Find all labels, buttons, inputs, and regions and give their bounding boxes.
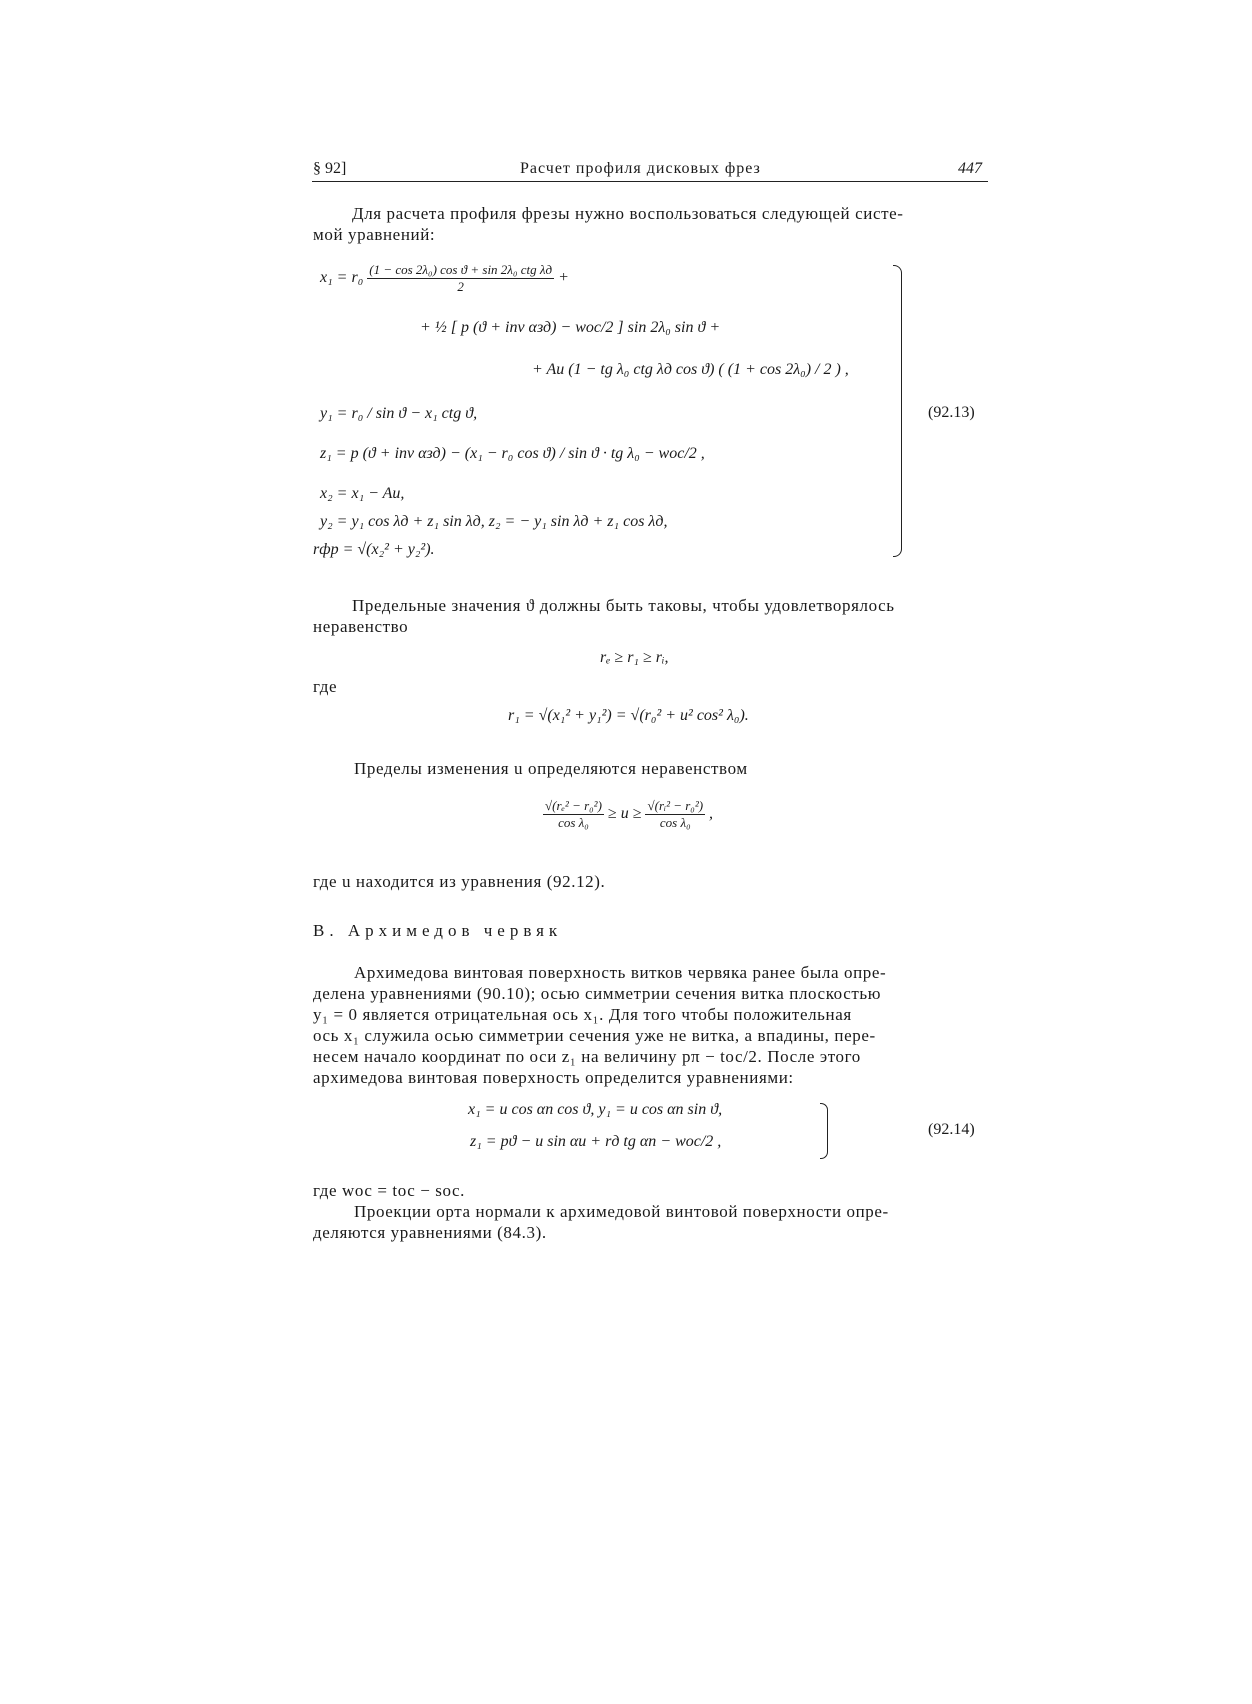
eq-number-92-13: (92.13) [928,404,975,421]
eq-x2: x₂ = x₁ − Aи, [320,485,405,502]
para5-line5: несем начало координат по оси z₁ на величину pπ − tос/2. После этого [313,1047,861,1066]
para5-line1: Архимедова винтовая поверхность витков червяка ранее была опре- [354,963,887,982]
eq-x1-lhs: x₁ = r₀ [320,269,364,287]
eq-y1: y₁ = r₀ / sin ϑ − x₁ ctg ϑ, [320,405,478,422]
eq-x1-numerator: (1 − cos 2λ₀) cos ϑ + sin 2λ₀ ctg λд [369,262,553,277]
eq-92-14-line2: z₁ = pϑ − u sin αи + rд tg αп − wос/2 , [470,1133,722,1150]
section-heading: В. Архимедов червяк [313,921,563,940]
eq-x1-denominator: 2 [457,279,464,294]
brace-lower [893,411,902,557]
para1-line1: Для расчета профиля фрезы нужно воспользоваться следующей систе- [352,204,904,223]
eq-rfr: rфр = √(x₂² + y₂²). [313,541,435,558]
para5-line2: делена уравнениями (90.10); осью симметрии сечения витка плоскостью [313,984,882,1003]
eq-x1-fraction [367,262,554,295]
r1-equation: r₁ = √(x₁² + y₁²) = √(r₀² + u² cos² λ₀). [508,707,749,724]
header-rule [312,181,988,182]
para6-line1: Проекции орта нормали к архимедовой винтовой поверхности опре- [354,1202,889,1221]
para2-line2: неравенство [313,617,409,636]
para4: где u находится из уравнения (92.12). [313,872,606,891]
ineq2-left-fraction [543,798,604,831]
ineq2-right-num: √(rᵢ² − r₀²) [647,798,704,813]
running-title: Расчет профиля дисковых фрез [520,160,761,177]
para1-line2: мой уравнений: [313,225,436,244]
para3: Пределы изменения u определяются неравенством [354,759,748,778]
ineq2-left-num: √(rₑ² − r₀²) [545,798,602,813]
para6-line2: деляются уравнениями (84.3). [313,1223,547,1242]
brace-92-14-lower [820,1130,828,1159]
ineq2-right-den: cos λ₀ [659,815,691,830]
eq-number-92-14: (92.14) [928,1121,975,1138]
brace-92-14-upper [820,1103,828,1131]
eq-x1-line2: + ½ [ p (ϑ + inv αзд) − wос/2 ] sin 2λ₀ sin ϑ + [420,319,721,336]
eq-92-14-line1: x₁ = u cos αп cos ϑ, y₁ = u cos αп sin ϑ, [468,1101,723,1118]
ineq2-tail: , [709,805,714,823]
inequality-1: rₑ ≥ r₁ ≥ rᵢ, [600,649,669,666]
para5-line3: y₁ = 0 является отрицательная ось x₁. Для того чтобы положительная [313,1005,852,1024]
para2-line1: Предельные значения ϑ должны быть таковы, чтобы удовлетворялось [352,596,895,615]
brace-upper [893,265,902,412]
section-mark: § 92] [313,160,347,177]
eq-y2-z2: y₂ = y₁ cos λд + z₁ sin λд, z₂ = − y₁ sin λд + z₁ cos λд, [320,513,668,530]
ineq2-right-fraction [645,798,705,831]
eq-x1-line3: + Aи (1 − tg λ₀ ctg λд cos ϑ) ( (1 + cos 2λ₀) / 2 ) , [532,361,849,378]
para5-line6: архимедова винтовая поверхность определится уравнениями: [313,1068,794,1087]
where-1: где [313,677,338,696]
para5-line4: ось x₁ служила осью симметрии сечения уже не витка, а впадины, пере- [313,1026,876,1045]
page-number: 447 [958,160,982,177]
eq-x1-tail: + [558,269,569,287]
ineq2-left-den: cos λ₀ [558,815,589,830]
eq-x1 [320,262,569,295]
eq-z1: z₁ = p (ϑ + inv αзд) − (x₁ − r₀ cos ϑ) / sin ϑ · tg λ₀ − wос/2 , [320,445,705,462]
ineq2-middle: ≥ u ≥ [607,805,642,823]
inequality-2 [543,798,713,831]
where-2: где wос = tос − sос. [313,1181,466,1200]
